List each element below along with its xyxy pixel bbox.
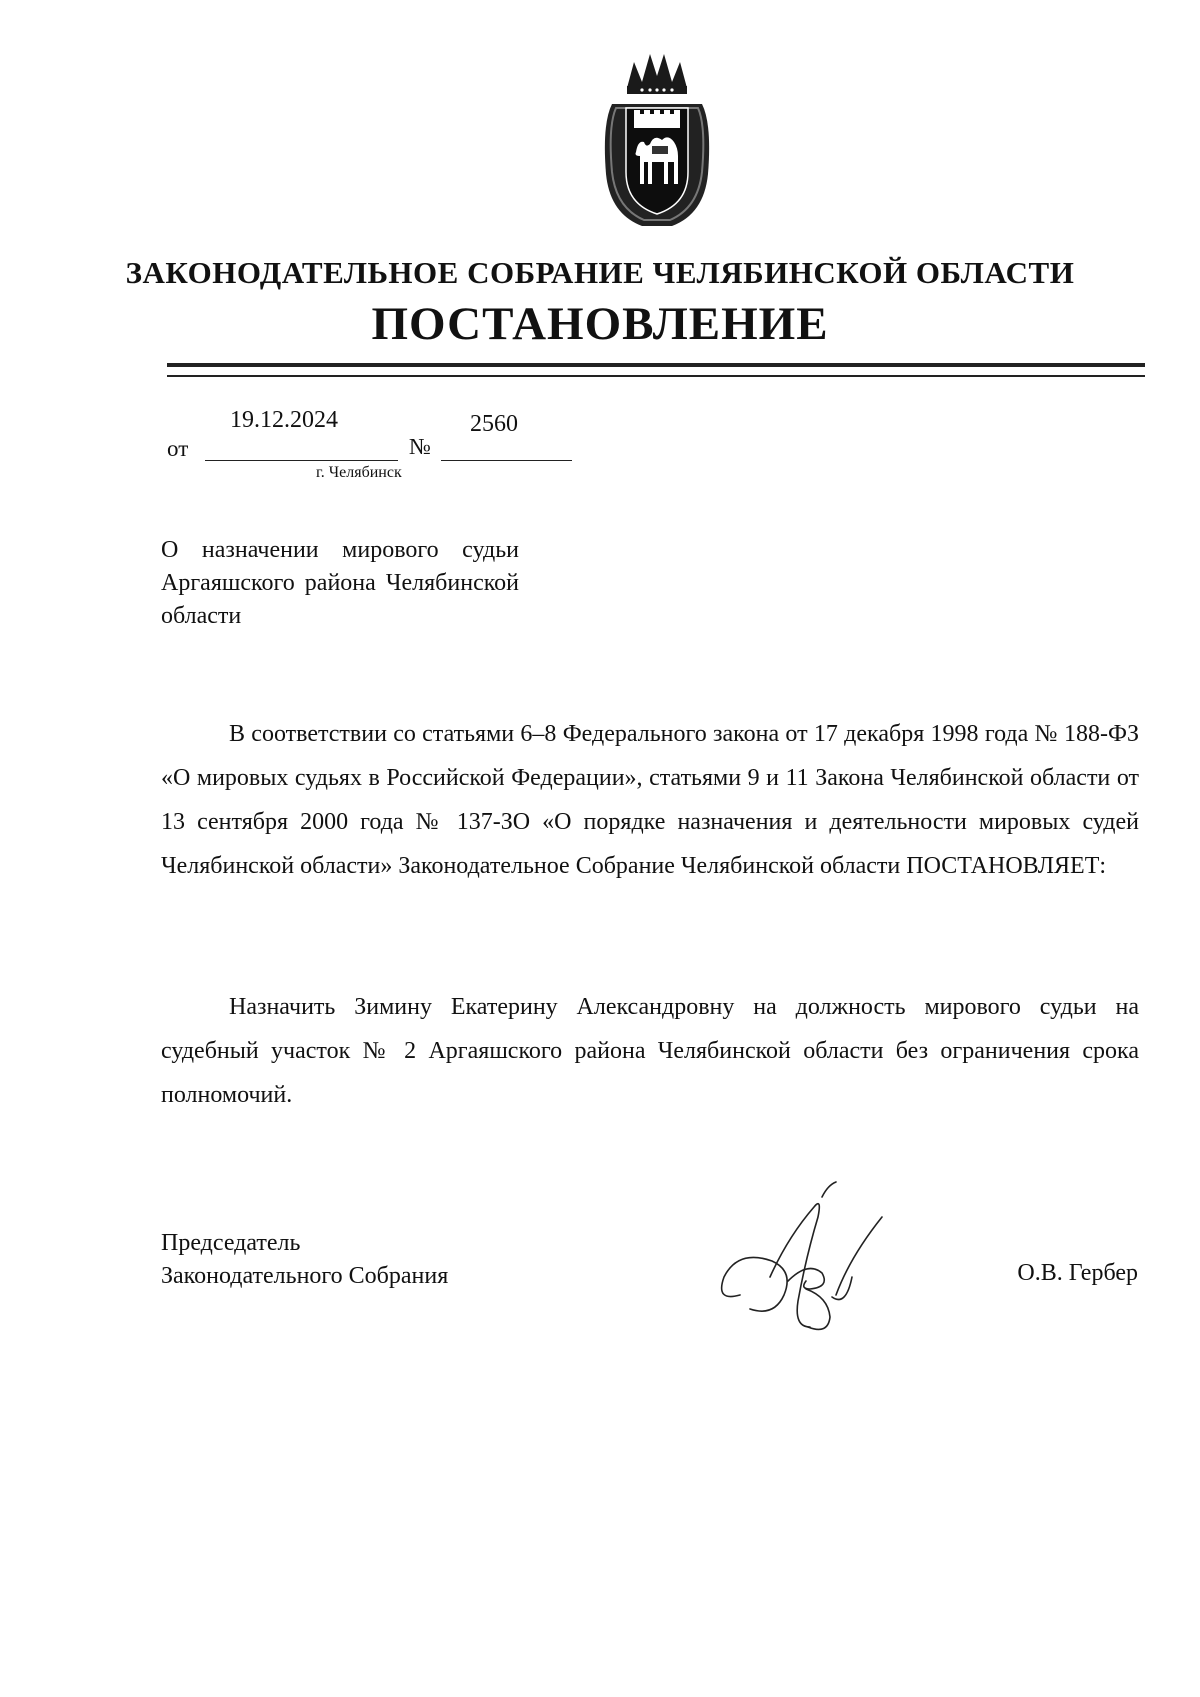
document-subject: О назначении мирового судьи Аргаяшского района Челябинской области — [161, 537, 519, 629]
signer-name: О.В. Гербер — [1017, 1260, 1138, 1286]
date-prefix: от — [167, 436, 189, 461]
coat-of-arms-icon — [582, 44, 732, 236]
signer-position-line2: Законодательного Собрания — [161, 1263, 449, 1289]
document-city: г. Челябинск — [316, 464, 402, 481]
handwritten-signature-icon — [710, 1177, 920, 1342]
number-prefix: № — [409, 434, 431, 459]
document-date: 19.12.2024 — [230, 407, 338, 433]
document-number: 2560 — [470, 411, 518, 437]
header-divider — [167, 363, 1145, 377]
signer-position — [161, 1227, 448, 1293]
resolution-paragraph: Назначить Зимину Екатерину Александровну на должность мирового судьи на судебный участок № 2 Аргаяшского района Челябинской области без ограничения срока полномочий. — [161, 994, 1139, 1108]
signer-position-line1: Председатель — [161, 1230, 301, 1256]
preamble-paragraph: В соответствии со статьями 6–8 Федерального закона от 17 декабря 1998 года № 188-ФЗ «О мировых судьях в Российской Федерации», статьями 9 и 11 Закона Челябинской области от 13 сентября 2000 года № 137-ЗО «О порядке назначения и деятельности мировых судей Челябинской области» Законодательное Собрание Челябинской области ПОСТАНОВЛЯЕТ: — [161, 721, 1139, 879]
document-type: ПОСТАНОВЛЕНИЕ — [371, 298, 829, 350]
date-underline — [205, 460, 398, 461]
number-underline — [441, 460, 572, 461]
organization-name: ЗАКОНОДАТЕЛЬНОЕ СОБРАНИЕ ЧЕЛЯБИНСКОЙ ОБЛАСТИ — [125, 255, 1075, 290]
